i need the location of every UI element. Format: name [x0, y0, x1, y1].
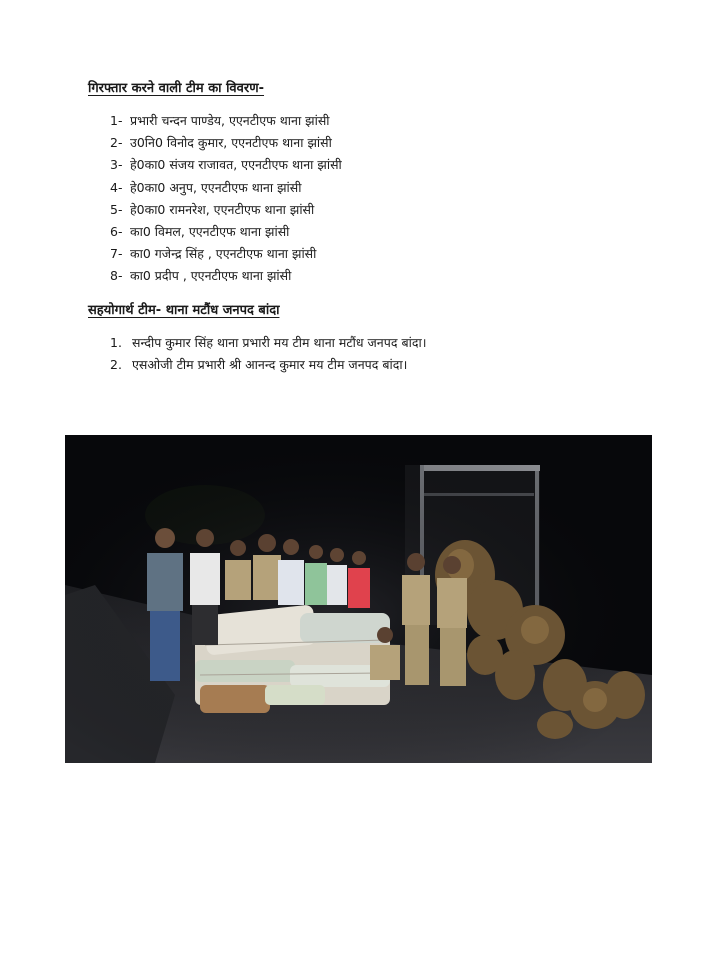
- list-item-text: उ0नि0 विनोद कुमार, एएनटीएफ थाना झांसी: [130, 135, 332, 151]
- support-team-list: [110, 332, 426, 376]
- support-team-heading: सहयोगार्थ टीम- थाना मटौंध जनपद बांदा: [88, 303, 280, 318]
- list-item-text: प्रभारी चन्दन पाण्डेय, एएनटीएफ थाना झांसी: [130, 113, 330, 128]
- list-item: [110, 265, 342, 287]
- list-item-number: 4-: [110, 179, 123, 195]
- list-item-text: हे0का0 रामनरेश, एएनटीएफ थाना झांसी: [130, 201, 315, 217]
- list-item-number: 1-: [110, 113, 123, 128]
- list-item-text: हे0का0 अनुप, एएनटीएफ थाना झांसी: [130, 179, 302, 195]
- list-item: [110, 132, 342, 154]
- list-item-text: सन्दीप कुमार सिंह थाना प्रभारी मय टीम थाना मटौंध जनपद बांदा।: [132, 335, 427, 350]
- list-item-number: 3-: [110, 157, 123, 173]
- arrest-team-list: [110, 110, 342, 288]
- list-item-text: का0 गजेन्द्र सिंह , एएनटीएफ थाना झांसी: [130, 246, 317, 262]
- list-item-text: का0 विमल, एएनटीएफ थाना झांसी: [130, 223, 290, 239]
- list-item: [110, 221, 342, 243]
- list-item: [110, 177, 342, 199]
- list-item-text: हे0का0 संजय राजावत, एएनटीएफ थाना झांसी: [130, 157, 342, 173]
- list-item: [110, 243, 342, 265]
- list-item: [110, 354, 426, 376]
- list-item-text: एसओजी टीम प्रभारी श्री आनन्द कुमार मय टीम जनपद बांदा।: [132, 357, 408, 373]
- list-item-number: 6-: [110, 223, 123, 239]
- list-item-number: 1.: [110, 335, 122, 350]
- list-item-number: 2-: [110, 135, 123, 151]
- seizure-photo-illustration: [65, 435, 652, 763]
- list-item: [110, 332, 426, 354]
- list-item-number: 7-: [110, 246, 123, 262]
- list-item-number: 8-: [110, 268, 123, 284]
- list-item: [110, 199, 342, 221]
- list-item-text: का0 प्रदीप , एएनटीएफ थाना झांसी: [130, 268, 292, 284]
- list-item-number: 2.: [110, 357, 122, 373]
- list-item: [110, 110, 342, 132]
- list-item: [110, 154, 342, 176]
- seizure-photo: [65, 435, 652, 763]
- arrest-team-heading: गिरफ्तार करने वाली टीम का विवरण-: [88, 81, 265, 96]
- list-item-number: 5-: [110, 201, 123, 217]
